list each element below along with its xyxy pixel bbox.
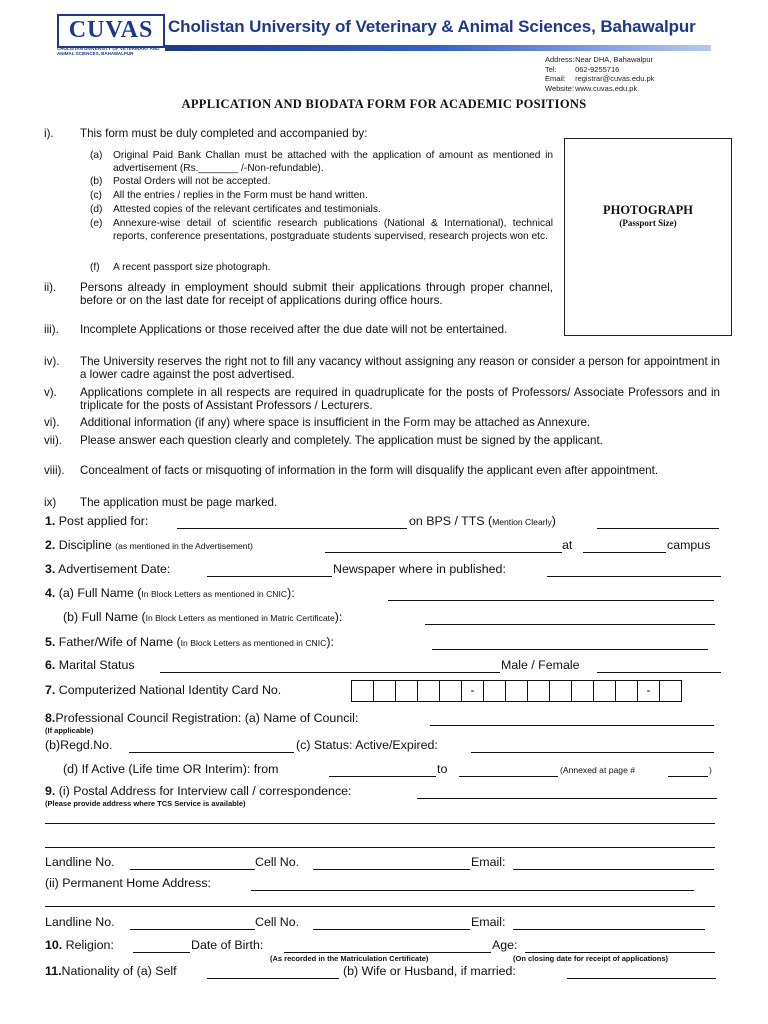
field-3-label: 3. Advertisement Date: — [45, 562, 171, 576]
instruction-num: vi). — [44, 416, 60, 429]
field-11-label: 11.Nationality of (a) Self — [45, 964, 177, 978]
field-4a-label: 4. (a) Full Name (In Block Letters as mentioned in CNIC): — [45, 586, 295, 600]
tcs-note: (Please provide address where TCS Service is available) — [45, 799, 246, 808]
instruction-num: i). — [44, 127, 54, 140]
cnic-boxes[interactable] — [352, 680, 682, 702]
cnic-box[interactable] — [615, 680, 638, 702]
field-8-label: 8.Professional Council Registration: (a) Name of Council: — [45, 711, 359, 725]
website-label: Website: — [545, 83, 575, 93]
cell-label-2: Cell No. — [255, 915, 300, 929]
field-6-label: 6. Marital Status — [45, 658, 135, 672]
sub-num: (a) — [90, 150, 103, 161]
landline-label: Landline No. — [45, 855, 115, 869]
sub-text: Attested copies of the relevant certificates and testimonials. — [113, 204, 381, 215]
religion-input[interactable] — [133, 952, 190, 953]
sub-text: All the entries / replies in the Form must be hand written. — [113, 190, 368, 201]
sub-num: (b) — [90, 176, 103, 187]
field-10-label: 10. Religion: — [45, 938, 114, 952]
field-7-label: 7. Computerized National Identity Card No. — [45, 683, 282, 697]
address: Near DHA, Bahawalpur — [575, 55, 654, 64]
email-label-2: Email: — [471, 915, 506, 929]
cnic-box[interactable] — [417, 680, 440, 702]
field-1-label: 1. Post applied for: — [45, 514, 149, 528]
permanent-address-line-2[interactable] — [45, 906, 715, 907]
field-3-newspaper: Newspaper where in published: — [333, 562, 506, 576]
landline-label-2: Landline No. — [45, 915, 115, 929]
cnic-box[interactable] — [659, 680, 682, 702]
email-input[interactable] — [513, 869, 714, 870]
regd-no-input[interactable] — [129, 752, 294, 753]
instruction-num: v). — [44, 386, 57, 399]
postal-address-input[interactable] — [417, 798, 717, 799]
university-logo: CUVAS — [57, 14, 165, 48]
postal-address-line-2[interactable] — [45, 823, 715, 824]
sub-text: Original Paid Bank Challan must be attached with the application of amount as mentioned in advertisement (Rs._______ /-Non-refundable). — [113, 150, 553, 174]
nationality-spouse-input[interactable] — [567, 978, 716, 979]
form-title: APPLICATION AND BIODATA FORM FOR ACADEMIC POSITIONS — [181, 97, 587, 111]
bps-tts-input[interactable] — [597, 528, 719, 529]
instruction-text: Additional information (if any) where space is insufficient in the Form may be attached as Annexure. — [80, 416, 591, 429]
photo-subtitle: (Passport Size) — [619, 218, 677, 228]
sub-text: Annexure-wise detail of scientific research publications (National & International), technical reports, conference presentations, postgraduate students supervised, research projects won etc. — [113, 218, 553, 242]
cell-label: Cell No. — [255, 855, 300, 869]
instruction-num: iv). — [44, 355, 60, 368]
field-2-at: at — [562, 538, 573, 552]
age-input[interactable] — [525, 952, 715, 953]
instruction-text: Applications complete in all respects are required in quadruplicate for the posts of Professors/ Associate Professors and in triplicate for the posts of Assistant Professors / Lecturers. — [80, 386, 720, 412]
instruction-text: The application must be page marked. — [80, 496, 278, 509]
sub-text: A recent passport size photograph. — [113, 262, 271, 273]
father-name-input[interactable] — [432, 649, 708, 650]
dob-input[interactable] — [284, 952, 491, 953]
university-name: Cholistan University of Veterinary & Animal Sciences, Bahawalpur — [168, 17, 696, 36]
full-name-cnic-input[interactable] — [388, 600, 714, 601]
dob-label: Date of Birth: — [191, 938, 264, 952]
status-input[interactable] — [471, 752, 714, 753]
cnic-box[interactable] — [527, 680, 550, 702]
email: registrar@cuvas.edu.pk — [575, 74, 655, 83]
instruction-text: This form must be duly completed and accompanied by: — [80, 127, 368, 140]
cnic-box[interactable] — [439, 680, 462, 702]
instruction-num: vii). — [44, 434, 63, 447]
spouse-label: (b) Wife or Husband, if married: — [343, 964, 516, 978]
email-input-2[interactable] — [513, 929, 705, 930]
field-9-label: 9. (i) Postal Address for Interview call / correspondence: — [45, 784, 352, 798]
address-label: Address: — [545, 55, 575, 64]
council-name-input[interactable] — [430, 725, 714, 726]
discipline-input[interactable] — [325, 552, 562, 553]
instruction-text: Please answer each question clearly and completely. The application must be signed by the applicant. — [80, 434, 603, 447]
photograph-box — [564, 138, 732, 336]
tel-label: Tel: — [545, 64, 557, 74]
marital-status-input[interactable] — [160, 672, 500, 673]
instruction-text: Concealment of facts or misquoting of information in the form will disqualify the applicant even after appointment. — [80, 464, 659, 477]
instruction-num: ii). — [44, 281, 57, 294]
email-label: Email: — [545, 74, 566, 83]
nationality-self-input[interactable] — [207, 978, 339, 979]
instruction-num: viii). — [44, 464, 65, 477]
gender-input[interactable] — [597, 672, 721, 673]
age-note: (On closing date for receipt of applications) — [513, 954, 669, 963]
age-label: Age: — [492, 938, 518, 952]
cnic-box[interactable] — [373, 680, 396, 702]
sub-num: (f) — [90, 262, 100, 273]
sub-num: (c) — [90, 190, 102, 201]
cell-input-2[interactable] — [313, 929, 470, 930]
cnic-dash: - — [461, 680, 484, 702]
cnic-box[interactable] — [483, 680, 506, 702]
field-2-label: 2. Discipline (as mentioned in the Advertisement) — [45, 538, 253, 552]
contact-info — [545, 55, 654, 93]
regd-no-label: (b)Regd.No. — [45, 738, 113, 752]
sub-num: (d) — [90, 204, 103, 215]
gender-options[interactable]: Male / Female — [501, 658, 580, 672]
instruction-num: iii). — [44, 323, 59, 336]
campus-input[interactable] — [583, 552, 666, 553]
photo-title: PHOTOGRAPH — [602, 203, 694, 217]
active-to-label: to — [437, 762, 448, 776]
website: www.cuvas.edu.pk — [575, 83, 638, 93]
annexed-page-input[interactable] — [668, 776, 708, 777]
landline-input[interactable] — [130, 869, 255, 870]
active-from-input[interactable] — [329, 776, 436, 777]
newspaper-input[interactable] — [547, 576, 721, 577]
instruction-text: The University reserves the right not to fill any vacancy without assigning any reason or consider a person for appointment in a lower cadre against the post advertised. — [80, 355, 720, 381]
status-label: (c) Status: Active/Expired: — [296, 738, 438, 752]
header-bar — [165, 45, 711, 51]
full-name-matric-input[interactable] — [425, 624, 715, 625]
sub-num: (e) — [90, 218, 103, 229]
active-to-input[interactable] — [459, 776, 558, 777]
dob-note: (As recorded in the Matriculation Certificate) — [270, 954, 429, 963]
cell-input[interactable] — [313, 869, 470, 870]
active-label: (d) If Active (Life time OR Interim): from — [63, 762, 279, 776]
email-label: Email: — [471, 855, 506, 869]
field-4b-label: (b) Full Name (In Block Letters as mentioned in Matric Certificate): — [63, 610, 343, 624]
if-applicable-note: (If applicable) — [45, 726, 94, 735]
permanent-address-input[interactable] — [251, 890, 694, 891]
annexed-page-label: (Annexed at page # — [560, 765, 636, 775]
permanent-address-label: (ii) Permanent Home Address: — [45, 876, 211, 890]
sub-text: Postal Orders will not be accepted. — [113, 176, 271, 187]
cnic-box[interactable] — [395, 680, 418, 702]
cnic-box[interactable] — [505, 680, 528, 702]
post-applied-input[interactable] — [177, 528, 407, 529]
field-5-label: 5. Father/Wife of Name (In Block Letters as mentioned in CNIC): — [45, 635, 334, 649]
logo-subtext: CHOLISTAN UNIVERSITY OF VETERINARY AND ANIMAL SCIENCES, BAHAWALPUR — [57, 46, 160, 56]
field-1-bps: on BPS / TTS (Mention Clearly) — [409, 514, 556, 528]
instruction-text: Persons already in employment should submit their applications through proper channel, before or on the last date for receipt of applications during office hours. — [80, 281, 553, 307]
tel: 062-9255716 — [575, 64, 620, 74]
landline-input-2[interactable] — [130, 929, 255, 930]
instruction-num: ix) — [44, 496, 57, 509]
cnic-dash: - — [637, 680, 660, 702]
postal-address-line-3[interactable] — [45, 847, 715, 848]
cnic-box[interactable] — [571, 680, 594, 702]
field-2-campus: campus — [667, 538, 711, 552]
cnic-box[interactable] — [351, 680, 374, 702]
annexed-page-end: ) — [709, 765, 712, 775]
instruction-text: Incomplete Applications or those received after the due date will not be entertained. — [80, 323, 508, 336]
cnic-box[interactable] — [549, 680, 572, 702]
advertisement-date-input[interactable] — [207, 576, 332, 577]
cnic-box[interactable] — [593, 680, 616, 702]
